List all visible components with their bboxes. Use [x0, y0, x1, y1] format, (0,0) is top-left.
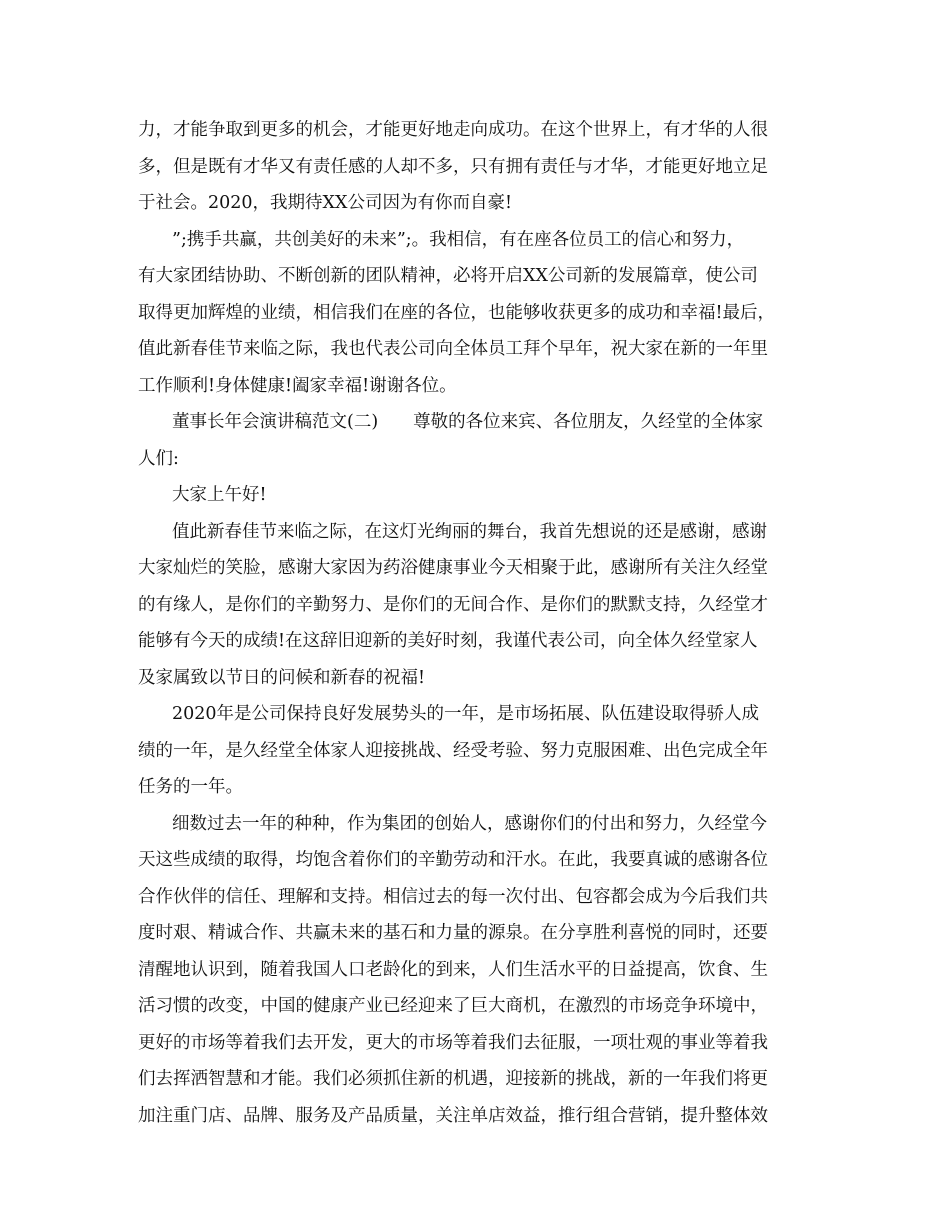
text-line: 有大家团结协助、不断创新的团队精神，必将开启XX公司新的发展篇章，使公司	[138, 266, 758, 286]
text-line: 加注重门店、品牌、服务及产品质量，关注单店效益，推行组合营销，提升整体效	[138, 1105, 768, 1126]
text-line: 合作伙伴的信任、理解和支持。相信过去的每一次付出、包容都会成为今后我们共	[138, 886, 768, 907]
text-line: 度时艰、精诚合作、共赢未来的基石和力量的源泉。在分享胜利喜悦的同时，还要	[138, 923, 768, 943]
text-line: 更好的市场等着我们去开发，更大的市场等着我们去征服，一项壮观的事业等着我	[138, 1032, 768, 1053]
text-line: 清醒地认识到，随着我国人口老龄化的到来，人们生活水平的日益提高，饮食、生	[138, 959, 768, 980]
text-line: 的有缘人，是你们的辛勤努力、是你们的无间合作、是你们的默默支持，久经堂才	[138, 594, 768, 615]
text-line: 工作顺利!身体健康!阖家幸福!谢谢各位。	[138, 375, 457, 396]
text-line: 绩的一年，是久经堂全体家人迎接挑战、经受考验、努力克服困难、出色完成全年	[138, 740, 768, 761]
paragraph-start-line: 细数过去一年的种种，作为集团的创始人，感谢你们的付出和努力，久经堂今	[172, 813, 767, 834]
text-line: 及家属致以节日的问候和新春的祝福!	[138, 667, 426, 688]
text-line: 于社会。2020，我期待XX公司因为有你而自豪!	[138, 193, 512, 213]
section-heading-line: 董事长年会演讲稿范文(二) 尊敬的各位来宾、各位朋友，久经堂的全体家	[172, 412, 764, 432]
paragraph-start-line: 值此新春佳节来临之际，在这灯光绚丽的舞台，我首先想说的还是感谢，感谢	[172, 521, 767, 542]
text-line: 取得更加辉煌的业绩，相信我们在座的各位，也能够收获更多的成功和幸福!最后，	[138, 302, 776, 323]
text-line: 活习惯的改变，中国的健康产业已经迎来了巨大商机，在激烈的市场竞争环境中，	[138, 996, 768, 1016]
text-line: 天这些成绩的取得，均饱含着你们的辛勤劳动和汗水。在此，我要真诚的感谢各位	[138, 850, 768, 870]
document-body	[138, 112, 818, 1134]
text-line: 们去挥洒智慧和才能。我们必须抓住新的机遇，迎接新的挑战，新的一年我们将更	[138, 1069, 768, 1089]
greeting-line: 大家上午好!	[172, 485, 267, 505]
paragraph-start-line: ”;携手共赢，共创美好的未来”;。我相信，有在座各位员工的信心和努力，	[172, 229, 745, 250]
text-line: 多，但是既有才华又有责任感的人却不多，只有拥有责任与才华，才能更好地立足	[138, 156, 768, 177]
text-line: 力，才能争取到更多的机会，才能更好地走向成功。在这个世界上，有才华的人很	[138, 120, 768, 140]
text-line: 大家灿烂的笑脸，感谢大家因为药浴健康事业今天相聚于此，感谢所有关注久经堂	[138, 558, 768, 578]
text-line: 值此新春佳节来临之际，我也代表公司向全体员工拜个早年，祝大家在新的一年里	[138, 339, 768, 359]
text-line: 能够有今天的成绩!在这辞旧迎新的美好时刻，我谨代表公司，向全体久经堂家人	[138, 631, 758, 651]
paragraph-start-line: 2020年是公司保持良好发展势头的一年，是市场拓展、队伍建设取得骄人成	[172, 704, 760, 724]
text-line: 任务的一年。	[138, 777, 243, 797]
text-line: 人们:	[138, 448, 179, 469]
